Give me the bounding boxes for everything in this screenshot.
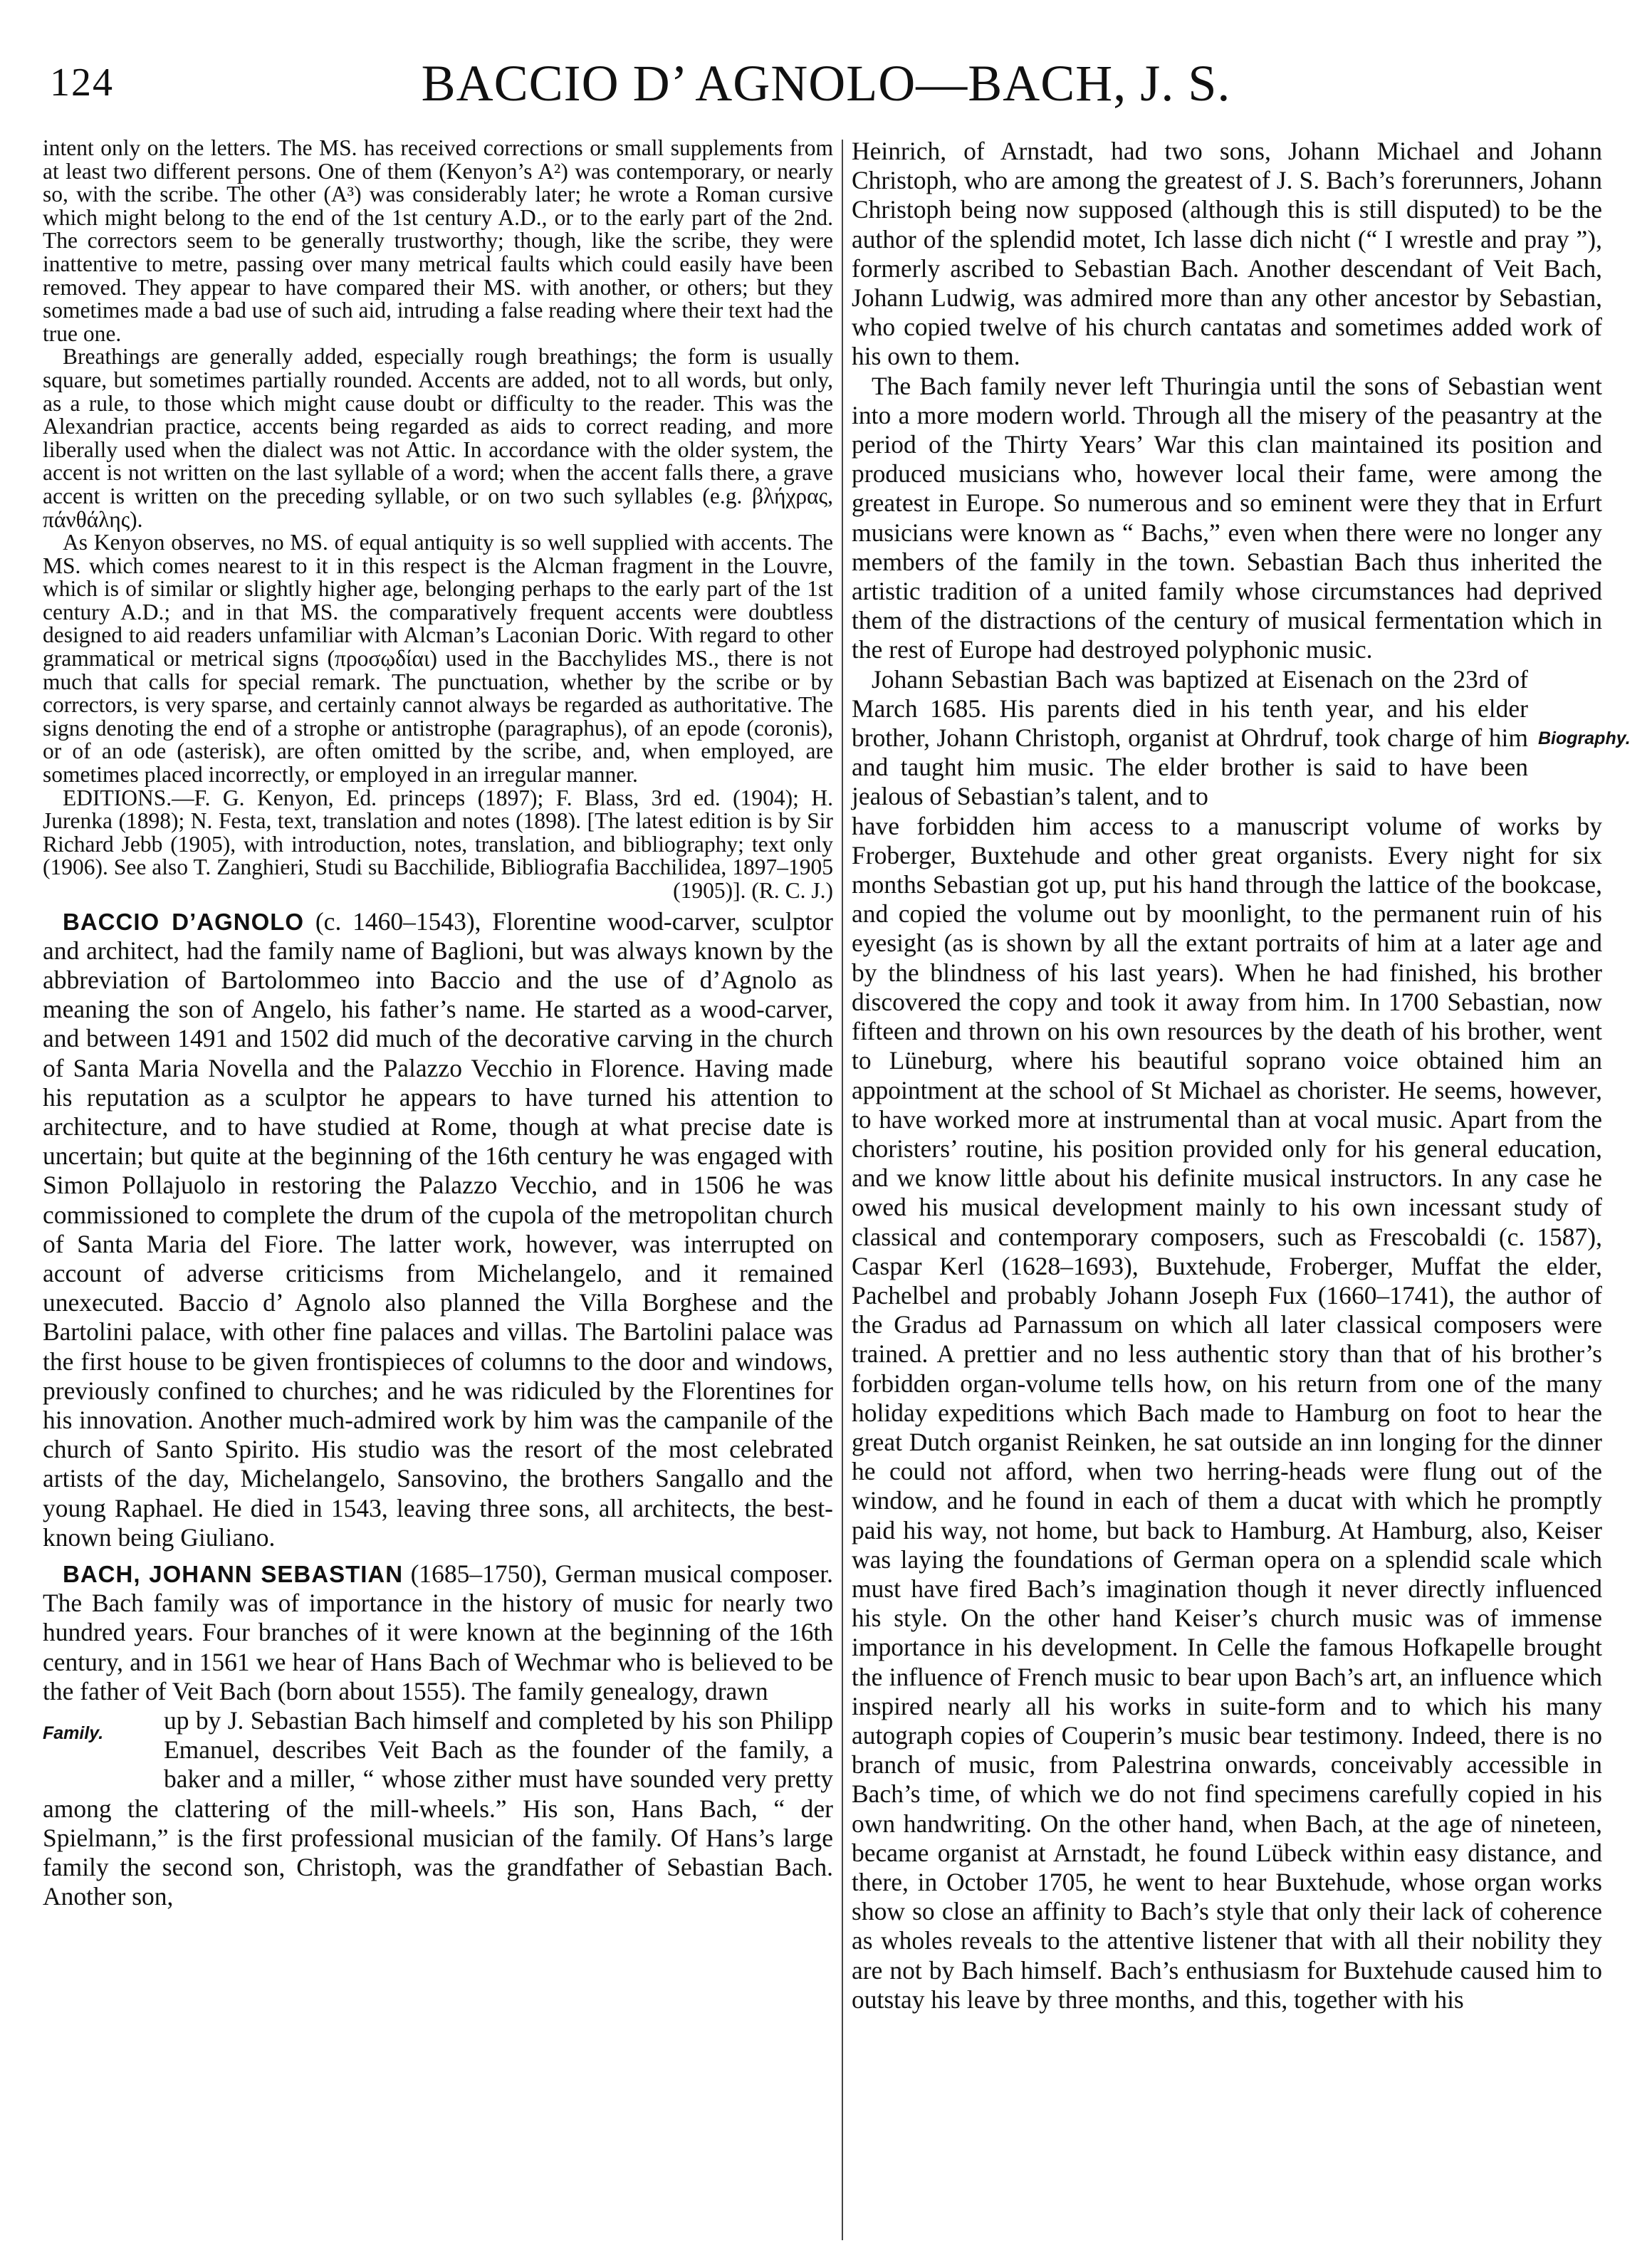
- paragraph-editions: [43, 787, 833, 903]
- article-bach-text-a: (1685–1750), German musical composer. The Bach family was of importance in the history of music for nearly two hundred years. Four branches of it were known at the beginning of the 16th century, and in 1561 we hear of Hans Bach of Wechmar who is believed to be the father of Veit Bach (born about 1555). The family genealogy, drawn: [43, 1559, 833, 1705]
- family-block: [43, 1706, 833, 1911]
- page-number: 124: [50, 61, 114, 105]
- author-signature: (R. C. J.): [751, 878, 833, 903]
- article-baccio-dagnolo: [43, 907, 833, 1552]
- biography-block: [852, 664, 1631, 812]
- running-head: BACCIO D’ AGNOLO—BACH, J. S.: [421, 55, 1231, 112]
- right-column: [852, 137, 1631, 2014]
- paragraph-breathings-accents: Breathings are generally added, especially rough breathings; the form is usually square, but sometimes partially rounded. Accents are added, not to all words, but only, as a rule, to those which might cause doubt or difficulty to the reader. This was the Alexandrian practice, accents being regarded as aids to correct reading, and more liberally used when the dialect was not Attic. In accordance with the older system, the accent is not written on the last syllable of a word; when the accent falls there, a grave accent is written on the preceding syllable, or on two such syllables (e.g. βλήχρας, πάνθάλης).: [43, 344, 833, 532]
- paragraph-biography-a: Johann Sebastian Bach was baptized at Eisenach on the 23rd of March 1685. His parents died in his tenth year, and his elder brother, Johann Christoph, organist at Ohrdruf, took charge of him and taught him music. The elder brother is said to have been jealous of Sebastian’s talent, and to: [852, 664, 1528, 811]
- margin-note-biography: Biography.: [1538, 728, 1631, 748]
- paragraph-bach-family-thuringia: The Bach family never left Thuringia until the sons of Sebastian went into a more modern world. Through all the misery of the peasantry at the period of the Thirty Years’ War this clan maintained its position and produced musicians who, however local their fame, were among the greatest in Europe. So numerous and so eminent were they that in Erfurt musicians were known as “ Bachs,” even when there were no longer any members of the family in the town. Sebastian Bach thus inherited the artistic tradition of a united family whose circumstances had deprived them of the distractions of the century of musical fermentation which in the rest of Europe had destroyed polyphonic music.: [852, 371, 1602, 664]
- entry-heading-bach: BACH, JOHANN SEBASTIAN: [63, 1561, 404, 1588]
- paragraph-ms-correctors: intent only on the letters. The MS. has received corrections or small supplements from at least two different persons. One of them (Kenyon’s A²) was contemporary, or nearly so, with the scribe. The other (A³) was considerably later; he wrote a Roman cursive which might belong to the end of the 1st century A.D., or to the early part of the 2nd. The correctors seem to be generally trustworthy; though, like the scribe, they were inattentive to metre, passing over many metrical faults which could easily have been removed. They appear to have compared their MS. with another, or others; but they sometimes made a bad use of such aid, intruding a false reading where their text had the true one.: [43, 135, 834, 346]
- column-divider: [842, 140, 843, 2240]
- paragraph-kenyon-accents: As Kenyon observes, no MS. of equal antiquity is so well supplied with accents. The MS. which comes nearest to it in this respect is the Alcman fragment in the Louvre, which is of similar or slightly higher age, belonging perhaps to the early part of the 1st century A.D.; and in that MS. the comparatively frequent accents were doubtless designed to aid readers unfamiliar with Alcman’s Laconian Doric. With regard to other grammatical or metrical signs (προσῳδίαι) used in the Bacchylides MS., there is not much that calls for special remark. The punctuation, whether by the scribe or by correctors, is very sparse, and certainly cannot always be regarded as authoritative. The signs denoting the end of a strophe or antistrophe (paragraphus), of an epode (coronis), or of an ode (asterisk), are often omitted by the scribe, and, when employed, are sometimes placed incorrectly, or employed in an irregular manner.: [43, 530, 833, 788]
- article-baccio-text: (c. 1460–1543), Florentine wood-carver, sculptor and architect, had the family name of Baglioni, but was always known by the abbreviation of Bartolommeo into Baccio and the use of d’Agnolo as meaning the son of Angelo, his father’s name. He started as a wood-carver, and between 1491 and 1502 did much of the decorative carving in the church of Santa Maria Novella and the Palazzo Vecchio in Florence. Having made his reputation as a sculptor he appears to have turned his attention to architecture, and to have studied at Rome, though at what precise date is uncertain; but quite at the beginning of the 16th century he was engaged with Simon Pollajuolo in restoring the Palazzo Vecchio, and in 1506 he was commissioned to complete the drum of the cupola of the metropolitan church of Santa Maria del Fiore. The latter work, however, was interrupted on account of adverse criticisms from Michelangelo, and it remained unexecuted. Baccio d’ Agnolo also planned the Villa Borghese and the Bartolini palace, with other fine palaces and villas. The Bartolini palace was the first house to be given frontispieces of columns to the door and windows, previously confined to churches; and he was ridiculed by the Florentines for his innovation. Another much-admired work by him was the campanile of the church of Santo Spirito. His studio was the resort of the most celebrated artists of the day, Michelangelo, Sansovino, the brothers Sangallo and the young Raphael. He died in 1543, leaving three sons, all architects, the best-known being Giuliano.: [43, 906, 833, 1552]
- article-bach-intro: [43, 1559, 833, 1706]
- paragraph-biography-b: have forbidden him access to a manuscript volume of works by Froberger, Buxtehude and other great organists. Every night for six months Sebastian got up, put his hand through the lattice of the bookcase, and copied the volume out by moonlight, to the permanent ruin of his eyesight (as is shown by all the extant portraits of him at a later age and by the blindness of his last years). When he had finished, his brother discovered the copy and took it away from him. In 1700 Sebastian, now fifteen and thrown on his own resources by the death of his brother, went to Lüneburg, where his beautiful soprano voice obtained him an appointment at the school of St Michael as chorister. He seems, however, to have worked more at instrumental than at vocal music. Apart from the choristers’ routine, his position provided only for his general education, and we know little about his definite musical instructors. In any case he owed his musical development mainly to his own incessant study of classical and contemporary composers, such as Frescobaldi (c. 1587), Caspar Kerl (1628–1693), Buxtehude, Froberger, Muffat the elder, Pachelbel and probably Johann Joseph Fux (1660–1741), the author of the Gradus ad Parnassum on which all later classical composers were trained. A prettier and no less authentic story than that of his brother’s forbidden organ-volume tells how, on his return from one of the many holiday expeditions which Bach made to Hamburg on foot to hear the great Dutch organist Reinken, he sat outside an inn longing for the dinner he could not afford, when two herring-heads were flung out of the window, and he found in each of them a ducat with which he promptly paid his way, not home, but back to Hamburg. At Hamburg, also, Keiser was laying the foundations of German opera on a splendid scale which must have fired Bach’s imagination though it never directly influenced his style. On the other hand Keiser’s church music was of immense importance in his development. In Celle the famous Hofkapelle brought the influence of French music to bear upon Bach’s art, an influence which inspired nearly all his works in suite-form and to which his many autograph copies of Couperin’s music bear testimony. Indeed, there is no branch of music, from Palestrina onwards, conceivably accessible in Bach’s time, of which we do not find specimens carefully copied in his own handwriting. On the other hand, when Bach, at the age of nineteen, became organist at Arnstadt, he found Lübeck within easy distance, and there, in October 1705, he went to hear Buxtehude, whose organ works show so close an affinity to Bach’s style that only their lack of coherence as wholes reveals to the attentive listener that with all their nobility they are not by Bach himself. Bach’s enthusiasm for Buxtehude caused him to outstay his leave by three months, and this, together with his: [852, 811, 1602, 2014]
- article-bach-text-b: up by J. Sebastian Bach himself and completed by his son Philipp Emanuel, describes Veit Bach as the founder of the family, a baker and a miller, “ whose zither must have sounded very pretty among the clattering of the mill-wheels.” His son, Hans Bach, “ der Spielmann,” is the first professional musician of the family. Of Hans’s large family the second son, Christoph, was the grandfather of Sebastian Bach. Another son,: [43, 1706, 833, 1911]
- left-column: [43, 137, 833, 1912]
- editions-text: EDITIONS.—F. G. Kenyon, Ed. princeps (1897); F. Blass, 3rd ed. (1904); H. Jurenka (1898); N. Festa, text, translation and notes (1898). [The latest edition is by Sir Richard Jebb (1905), with introduction, notes, translation, and bibliography; text only (1906). See also T. Zanghieri, Studi su Bacchilide, Bibliografia Bacchilidea, 1897–1905 (1905)].: [43, 785, 833, 903]
- entry-heading-baccio: BACCIO D’AGNOLO: [63, 908, 305, 935]
- margin-note-family: Family.: [43, 1723, 104, 1744]
- page-header: [50, 50, 1602, 128]
- paragraph-bach-forerunners: Heinrich, of Arnstadt, had two sons, Johann Michael and Johann Christoph, who are among the greatest of J. S. Bach’s forerunners, Johann Christoph being now supposed (although this is still disputed) to be the author of the splendid motet, Ich lasse dich nicht (“ I wrestle and pray ”), formerly ascribed to Sebastian Bach. Another descendant of Veit Bach, Johann Ludwig, was admired more than any other ancestor by Sebastian, who copied twelve of his church cantatas and sometimes added work of his own to them.: [852, 137, 1602, 371]
